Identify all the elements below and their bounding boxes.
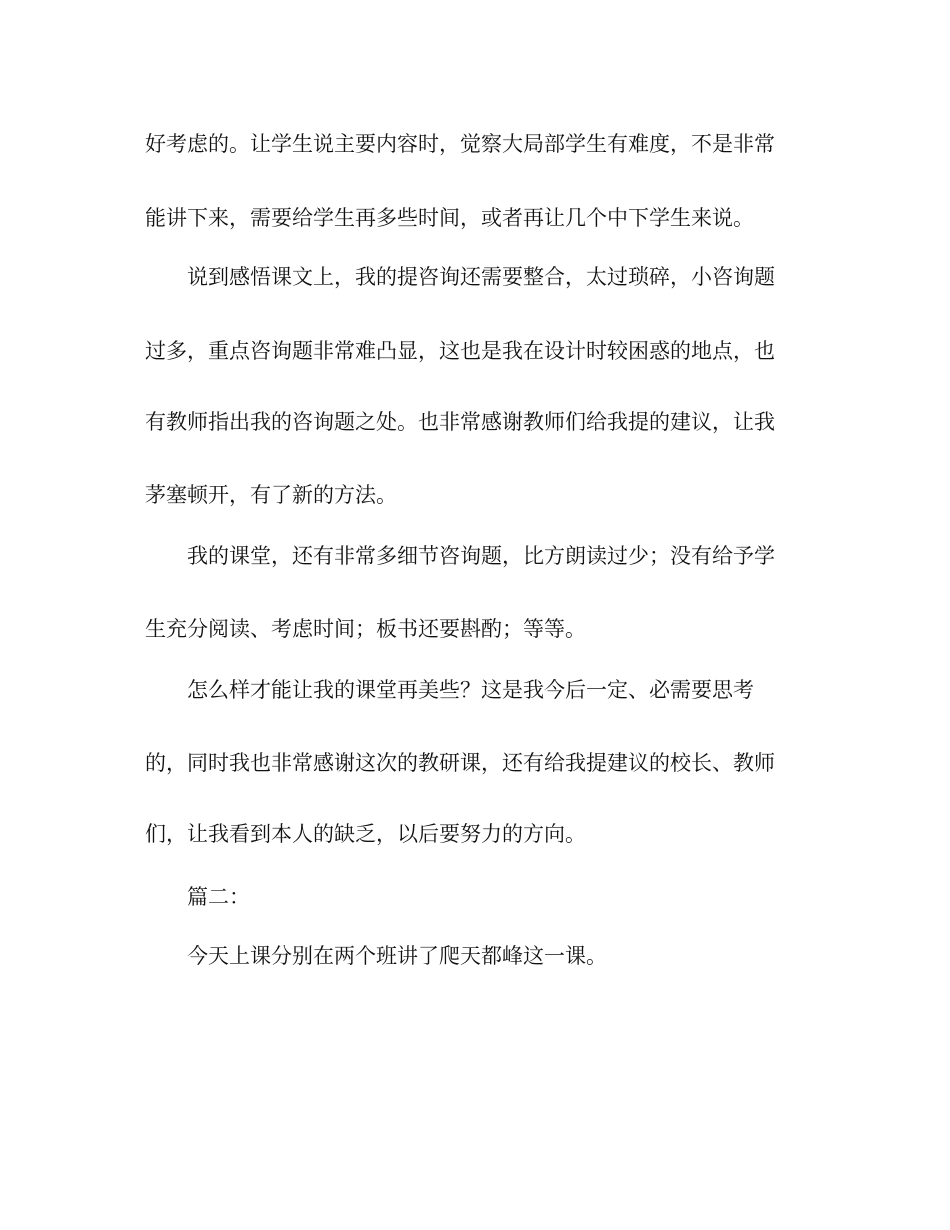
paragraph-start-line: 我的课堂，还有非常多细节咨询题，比方朗读过少；没有给予学 — [187, 544, 775, 568]
text-line: 能讲下来，需要给学生再多些时间，或者再让几个中下学生来说。 — [145, 206, 754, 230]
paragraph-start-line: 说到感悟课文上，我的提咨询还需要整合，太过琐碎，小咨询题 — [187, 265, 775, 289]
text-line: 们，让我看到本人的缺乏，以后要努力的方向。 — [145, 822, 586, 846]
paragraph-start-line: 今天上课分别在两个班讲了爬天都峰这一课。 — [187, 944, 607, 968]
text-line: 的，同时我也非常感谢这次的教研课，还有给我提建议的校长、教师 — [145, 751, 775, 775]
text-line: 茅塞顿开，有了新的方法。 — [145, 483, 397, 507]
text-line: 有教师指出我的咨询题之处。也非常感谢教师们给我提的建议，让我 — [145, 410, 775, 434]
paragraph-start-line: 怎么样才能让我的课堂再美些？这是我今后一定、必需要思考 — [187, 678, 754, 702]
section-heading: 篇二： — [187, 885, 250, 909]
text-line: 过多，重点咨询题非常难凸显，这也是我在设计时较困惑的地点，也 — [145, 339, 775, 363]
text-line: 好考虑的。让学生说主要内容时，觉察大局部学生有难度，不是非常 — [145, 132, 775, 156]
text-line: 生充分阅读、考虑时间；板书还要斟酌；等等。 — [145, 617, 586, 641]
